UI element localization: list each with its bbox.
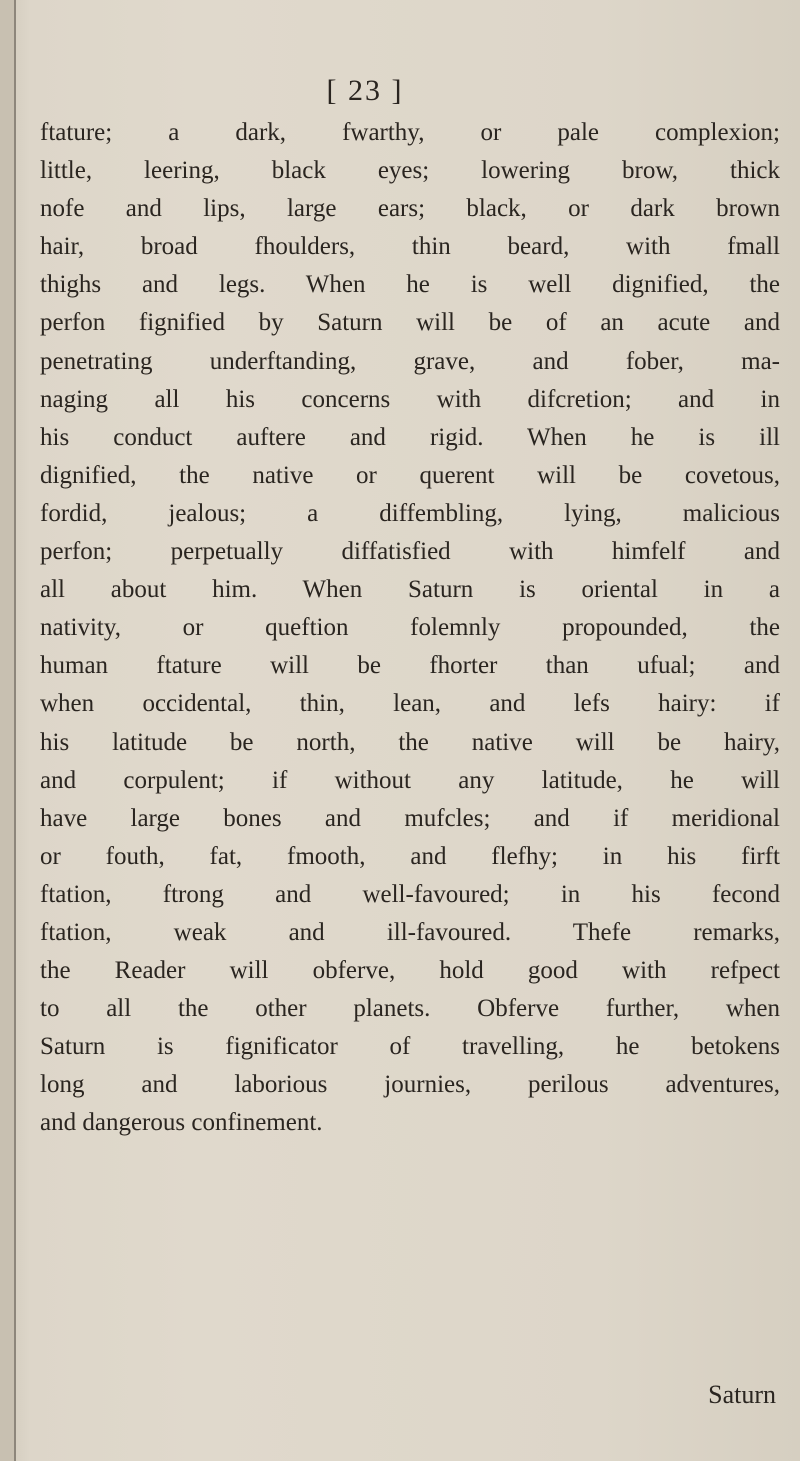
text-line: nofe and lips, large ears; black, or dark brown <box>40 195 780 223</box>
text-line: have large bones and mufcles; and if meridional <box>40 804 780 832</box>
text-line: to all the other planets. Obferve further, when <box>40 995 780 1023</box>
text-line: all about him. When Saturn is oriental in a <box>40 576 780 604</box>
text-line: when occidental, thin, lean, and lefs hairy: if <box>40 690 780 718</box>
text-line: penetrating underftanding, grave, and fober, ma- <box>40 347 780 375</box>
text-line: and corpulent; if without any latitude, he will <box>40 766 780 794</box>
catchword: Saturn <box>708 1380 776 1409</box>
text-line: his latitude be north, the native will be hairy, <box>40 728 780 756</box>
text-line: the Reader will obferve, hold good with refpect <box>40 957 780 985</box>
text-line: little, leering, black eyes; lowering brow, thick <box>40 157 780 185</box>
text-line: ftation, weak and ill-favoured. Thefe remarks, <box>40 918 780 946</box>
text-line: or fouth, fat, fmooth, and flefhy; in his firft <box>40 842 780 870</box>
body-text <box>40 114 780 1143</box>
text-line: ftation, ftrong and well-favoured; in his fecond <box>40 880 780 908</box>
text-line: naging all his concerns with difcretion; and in <box>40 385 780 413</box>
text-line: perfon fignified by Saturn will be of an acute and <box>40 309 780 337</box>
text-line: thighs and legs. When he is well dignified, the <box>40 271 780 299</box>
page-header <box>0 74 800 108</box>
text-line: hair, broad fhoulders, thin beard, with fmall <box>40 233 780 261</box>
text-line: perfon; perpetually diffatisfied with himfelf and <box>40 538 780 566</box>
text-line: his conduct auftere and rigid. When he is ill <box>40 423 780 451</box>
text-line: Saturn is fignificator of travelling, he betokens <box>40 1033 780 1061</box>
text-line: and dangerous confinement. <box>40 1109 323 1137</box>
text-line: long and laborious journies, perilous adventures, <box>40 1071 780 1099</box>
text-line: nativity, or queftion folemnly propounded, the <box>40 614 780 642</box>
page-number: [ 23 ] <box>326 74 404 107</box>
binding-gutter <box>0 0 16 1461</box>
text-line: dignified, the native or querent will be covetous, <box>40 461 780 489</box>
text-line: human ftature will be fhorter than ufual; and <box>40 652 780 680</box>
text-line: ftature; a dark, fwarthy, or pale complexion; <box>40 119 780 146</box>
text-line: fordid, jealous; a diffembling, lying, malicious <box>40 499 780 527</box>
